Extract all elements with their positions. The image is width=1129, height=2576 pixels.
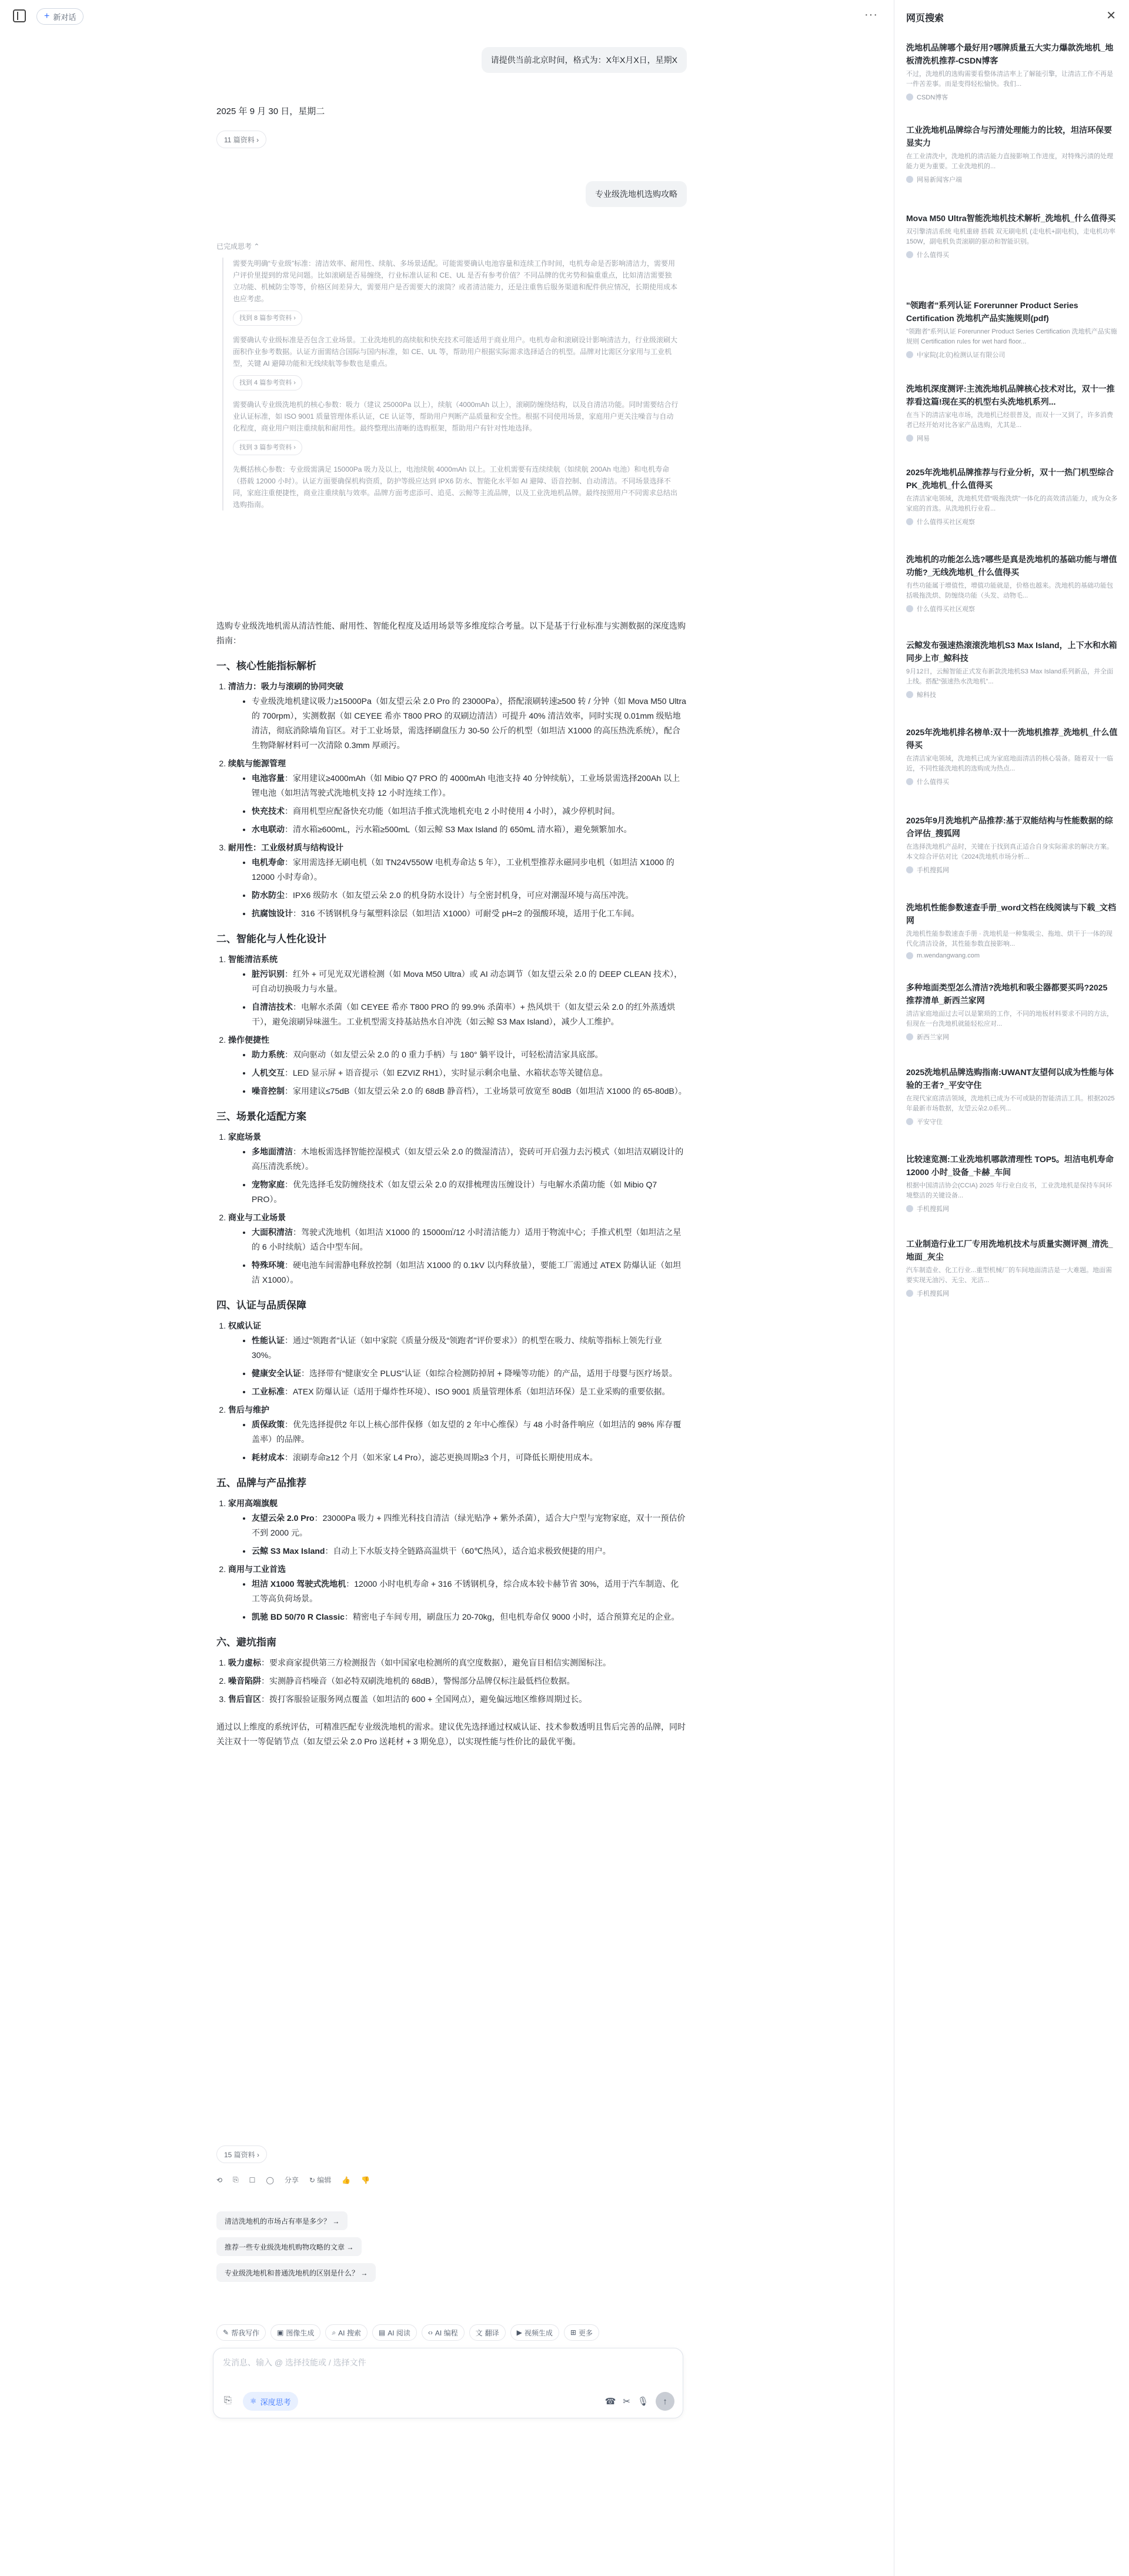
list-item-text: ：12000 小时电机寿命 + 316 不锈钢机身，综合成本较卡赫节省 30%，适用于汽车制造、化工等高负荷场景。: [252, 1579, 679, 1603]
section-heading: 二、智能化与人性化设计: [216, 933, 326, 945]
list-item-text: ：家用建议≤75dB（如友望云朵 2.0 的 68dB 静音档），工业场景可放宽至 80dB（如坦洁 X1000 的 65-80dB）。: [285, 1086, 687, 1096]
list-item: [252, 804, 687, 819]
result-snippet: 在选择洗地机产品时，关键在于找到真正适合自身实际需求的解决方案。本文综合评估对比《2024洗地机市场分析...: [906, 843, 1113, 860]
list-item-text: ：清水箱≥600mL，污水箱≥500mL（如云鲸 S3 Max Island 的 650mL 清水箱），避免频繁加水。: [285, 825, 632, 834]
copy-icon[interactable]: ⟲: [216, 2175, 223, 2184]
list-item-text: ：ATEX 防爆认证（适用于爆炸性环境）、ISO 9001 质量管理体系（如坦洁环保）是工业采购的重要依据。: [285, 1387, 670, 1396]
search-icon: ⌕: [332, 2328, 336, 2337]
list-item: [252, 1066, 687, 1080]
result-title[interactable]: 2025年洗地机品牌推荐与行业分析，双十一热门机型综合PK_洗地机_什么值得买: [906, 468, 1114, 490]
result-source: [906, 1204, 1118, 1213]
list-item-label: 工业标准: [252, 1387, 285, 1396]
result-source-name: 手机搜狐网: [917, 1206, 949, 1213]
list-item-text: ：木地板需选择智能控湿模式（如友望云朵 2.0 的微湿清洁），瓷砖可开启强力去污模式（如坦洁双刷设计的高压清洗系统）。: [252, 1147, 684, 1171]
result-snippet: 在现代家庭清洁领域，洗地机已成为不可或缺的智能清洁工具。根据2025年最新市场数据，友望云朵2.0系列...: [906, 1095, 1115, 1112]
list-item-label: 坦洁 X1000 驾驶式洗地机: [252, 1579, 346, 1589]
search-result[interactable]: [906, 212, 1118, 259]
tool-video-button[interactable]: ▶ 视频生成: [510, 2324, 559, 2341]
list-item-text: ：LED 显示屏 + 语音提示（如 EZVIZ RH1），实时显示剩余电量、水箱状态等关键信息。: [285, 1068, 608, 1077]
skill-toolbar: [216, 2324, 599, 2341]
result-source: [906, 517, 1118, 526]
result-title[interactable]: "领跑者"系列认证 Forerunner Product Series Certification 洗地机产品实施规则(pdf): [906, 301, 1078, 323]
section-heading: 六、避坑指南: [216, 1637, 276, 1648]
result-title[interactable]: 多种地面类型怎么清洁?洗地机和吸尘器都要买吗?2025 推荐清单_新西兰家网: [906, 983, 1108, 1005]
favicon-icon: [906, 251, 913, 258]
code-icon: ‹›: [427, 2328, 433, 2337]
list-item-text: ：驾驶式洗地机（如坦洁 X1000 的 15000㎡/12 小时清洁能力）适用于物流中心；手推式机型（如坦洁之星的 6 小时续航）适合中型车间。: [252, 1227, 682, 1252]
result-snippet: 不过，洗地机的选购需要看整体清洁率上了解能引擎，让清洁工作不再是一件苦差事。而是变得轻松愉快。我们...: [906, 71, 1113, 88]
search-result[interactable]: [906, 299, 1118, 359]
search-result[interactable]: [906, 814, 1118, 875]
phone-icon[interactable]: ☎: [604, 2397, 616, 2407]
list-item-label: 电池容量: [252, 773, 285, 783]
message-actions: [216, 2175, 370, 2185]
result-source-name: 什么值得买社区观察: [917, 519, 975, 526]
video-icon: ▶: [516, 2328, 522, 2337]
section-heading: 三、场景化适配方案: [216, 1111, 306, 1122]
result-source-name: 中家院(北京)检测认证有限公司: [917, 352, 1006, 359]
list-item-label: 电机寿命: [252, 857, 285, 867]
list-item-text: ：要求商家提供第三方检测报告（如中国家电检测所的真空度数据），避免盲目相信实测图标注。: [261, 1658, 611, 1667]
list-item: [252, 855, 687, 885]
subsection-title: 权威认证: [228, 1321, 261, 1330]
result-snippet: 清洁家庭地面过去可以是繁琐的工作，不同的地板材料要求不同的方法，但现在一台洗地机就能轻松应对...: [906, 1010, 1113, 1027]
scissors-icon[interactable]: ✂: [623, 2397, 630, 2407]
list-item-text: ：通过“领跑者”认证（如中家院《质量分级及“领跑者”评价要求》）的机型在吸力、续航等指标上领先行业 30%。: [252, 1336, 662, 1360]
list-item-text: ：精密电子车间专用，刷盘压力 20-70kg，但电机寿命仅 9000 小时，适合预算充足的企业。: [344, 1612, 680, 1621]
result-title[interactable]: 云鲸发布强速热滚滚洗地机S3 Max Island，上下水和水箱同步上市_鲸科技: [906, 640, 1117, 663]
subsection-title: 操作便捷性: [228, 1035, 269, 1045]
list-item: [252, 1333, 687, 1363]
send-button[interactable]: [656, 2392, 674, 2411]
tool-more-button[interactable]: ⊞ 更多: [564, 2324, 599, 2341]
favicon-icon: [906, 1290, 913, 1297]
favicon-icon: [906, 435, 913, 442]
suggested-question[interactable]: 推荐一些专业级洗地机购物攻略的文章 →: [216, 2237, 362, 2256]
result-source-name: 什么值得买社区观察: [917, 606, 975, 613]
search-result[interactable]: [906, 382, 1118, 443]
list-item-label: 质保政策: [252, 1420, 285, 1429]
thinking-reference-chip[interactable]: 找到 8 篇参考资料 ›: [233, 311, 302, 326]
result-snippet: 洗地机性能参数速查手册 · 洗地机是一种集吸尘、拖地、烘干于一体的现代化清洁设备，其性能参数直接影响...: [906, 930, 1113, 947]
result-title[interactable]: 比较速览测:工业洗地机哪款清理性 TOP5。坦洁电机寿命 12000 小时_设备_卡赫_车间: [906, 1154, 1114, 1177]
answer-intro: 选购专业级洗地机需从清洁性能、耐用性、智能化程度及适用场景等多维度综合考量。以下是基于行业标准与实测数据的深度选购指南：: [216, 621, 686, 645]
favicon-icon: [906, 518, 913, 525]
list-item: [228, 1656, 687, 1670]
list-item-label: 友望云朵 2.0 Pro: [252, 1513, 315, 1523]
list-item-label: 大面积清洁: [252, 1227, 293, 1237]
section-heading: 五、品牌与产品推荐: [216, 1477, 306, 1489]
user-message: 请提供当前北京时间，格式为：X年X月X日，星期X: [482, 47, 687, 73]
subsection-title: 智能清洁系统: [228, 955, 278, 964]
image-icon: ▣: [277, 2328, 284, 2337]
result-title[interactable]: 工业制造行业工厂专用洗地机技术与质量实测评测_清洗_地面_灰尘: [906, 1239, 1113, 1262]
list-item-label: 脏污识别: [252, 969, 285, 979]
result-title[interactable]: 2025年洗地机排名榜单:双十一洗地机推荐_洗地机_什么值得买: [906, 728, 1118, 750]
suggested-question[interactable]: 清洁洗地机的市场占有率是多少？ →: [216, 2211, 348, 2230]
tool-coding-button[interactable]: ‹› AI 编程: [422, 2324, 465, 2341]
subsection-title: 清洁力：吸力与滚刷的协同突破: [228, 682, 343, 691]
list-item-label: 云鲸 S3 Max Island: [252, 1546, 325, 1556]
search-result[interactable]: [906, 981, 1118, 1042]
list-item-text: ：红外 + 可见光双光谱检测（如 Mova M50 Ultra）或 AI 动态调节（如友望云朵 2.0 的 DEEP CLEAN 技术），可自动切换吸力与水量。: [252, 969, 683, 993]
list-item-text: ：23000Pa 吸力 + 四维光科技自清洁（绿光贴净 + 紫外杀菌），适合大户型与宠物家庭，双十一预估价不到 2000 元。: [252, 1513, 686, 1537]
grid-icon: ⊞: [570, 2328, 576, 2337]
tool-reading-button[interactable]: ▤ AI 阅读: [372, 2324, 417, 2341]
search-result[interactable]: [906, 726, 1118, 786]
list-item: [228, 1674, 687, 1689]
web-search-panel: [894, 0, 1129, 2576]
section-heading: 一、核心性能指标解析: [216, 660, 316, 672]
list-item-label: 特殊环境: [252, 1260, 285, 1270]
subsection-title: 续航与能源管理: [228, 759, 286, 768]
list-item-text: ：自动上下水版支持全链路高温烘干（60℃热风），适合追求极致便捷的用户。: [325, 1546, 611, 1556]
list-item-text: ：优先选择提供2 年以上核心部件保修（如友望的 2 年中心维保）与 48 小时备件响应（如坦洁的 98% 库存覆盖率）的品牌。: [252, 1420, 682, 1444]
list-item-label: 人机交互: [252, 1068, 285, 1077]
list-item-text: ：IPX6 级防水（如友望云朵 2.0 的机身防水设计）与全密封机身，可应对潮湿环境与高压冲洗。: [285, 890, 634, 900]
panel-title: 网页搜索: [906, 14, 944, 24]
search-result[interactable]: [906, 553, 1118, 613]
list-item-label: 快充技术: [252, 806, 285, 816]
tool-image-button[interactable]: ▣ 图像生成: [270, 2324, 320, 2341]
list-item-text: ：家用需选择无刷电机（如 TN24V550W 电机寿命达 5 年），工业机型推荐永磁同步电机（如坦洁 X1000 的 12000 小时寿命）。: [252, 857, 674, 882]
list-item: [252, 1384, 687, 1399]
list-item-label: 噪音陷阱: [228, 1676, 261, 1686]
result-source-name: 平安守住: [917, 1119, 943, 1126]
result-source-name: 新西兰家网: [917, 1034, 949, 1041]
search-result[interactable]: [906, 1237, 1118, 1298]
list-item: [252, 1366, 687, 1381]
answer-conclusion: 通过以上维度的系统评估，可精准匹配专业级洗地机的需求。建议优先选择通过权威认证、技术参数透明且售后完善的品牌，同时关注双十一等促销节点（如友望云朵 2.0 Pro 送耗材 + 3 期免息），以实现性能与性价比的最优平衡。: [216, 1722, 686, 1746]
message-input[interactable]: [223, 2357, 670, 2380]
list-item: [252, 967, 687, 996]
favicon-icon: [906, 778, 913, 785]
result-title[interactable]: Mova M50 Ultra智能洗地机技术解析_洗地机_什么值得买: [906, 213, 1116, 223]
thumbs-down-icon[interactable]: 👎: [361, 2175, 370, 2184]
list-item-text: ：电解水杀菌（如 CEYEE 希亦 T800 PRO 的 99.9% 杀菌率）+ 热风烘干（如友望云朵 2.0 的红外蒸透烘干），避免滚刷异味滋生。工业机型需支持基站热水自冲洗（如云鲸 S3 Max Island），减少人工维护。: [252, 1002, 675, 1026]
composer-actions: [605, 2392, 674, 2411]
list-item-label: 吸力虚标: [228, 1658, 261, 1667]
list-item: [252, 1144, 687, 1174]
thinking-paragraph: 需要确认专业级洗地机的核心参数：吸力（建议 25000Pa 以上），续航（4000mAh 以上），滚刷防缠绕结构，以及自清洁功能。同时需要结合行业认证标准，如 ISO 9001 质量管理体系认证，CE 认证等，帮助用户判断产品质量和安全性。根据不同使用场景，家庭用户更关注噪音与自动化程度，商业用户则注重续航和耐用性。最终整理出清晰的选购框架，帮助用户有针对性地选择。: [233, 401, 679, 432]
microphone-icon[interactable]: 🎙: [637, 2397, 649, 2407]
result-source: [906, 604, 1118, 613]
paperclip-icon[interactable]: ⎘: [224, 2395, 232, 2405]
references-chip[interactable]: 11 篇资料 ›: [216, 131, 266, 148]
list-item-label: 售后盲区: [228, 1694, 261, 1704]
result-source: [906, 777, 1118, 786]
clipboard-icon[interactable]: ⎘: [233, 2175, 239, 2184]
book-icon: ▤: [378, 2328, 386, 2337]
list-item: [252, 1225, 687, 1254]
subsection-title: 耐用性：工业级材质与结构设计: [228, 843, 343, 852]
list-item: [252, 1000, 687, 1029]
result-source: [906, 1117, 1118, 1126]
list-item-text: ：滚刷寿命≥12 个月（如米家 L4 Pro），滤芯更换周期≥3 个月，可降低长期使用成本。: [285, 1453, 598, 1462]
plus-icon: +: [44, 11, 50, 21]
favicon-icon: [906, 176, 913, 183]
subsection-title: 家用高端旗舰: [228, 1499, 278, 1508]
result-source: [906, 92, 1118, 102]
close-icon[interactable]: ✕: [1106, 9, 1116, 22]
result-source: [906, 1032, 1118, 1042]
favicon-icon: [906, 1205, 913, 1212]
result-title[interactable]: 洗地机的功能怎么选?哪些是真是洗地机的基础功能与增值功能?_无线洗地机_什么值得买: [906, 555, 1117, 577]
thinking-paragraph: 先概括核心参数：专业级需满足 15000Pa 吸力及以上，电池续航 4000mAh 以上。工业机需要有连续续航（如续航 200Ah 电池）和电机寿命（搭载 12000 小时）。认证方面要确保机构资质，防护等级应达到 IPX6 防水、智能化水平如 AI 避障、语音控制、自动清洁。不同场景选择不同，家庭注重便捷性，商业注重续航与效率。品牌方面考虑添可、追觅、云鲸等主流品牌，以及工业洗地机品牌。最终按照用户不同需求总结出选购指南。: [233, 465, 678, 509]
pen-icon: ✎: [223, 2328, 229, 2337]
list-item-label: 性能认证: [252, 1336, 285, 1345]
favicon-icon: [906, 866, 913, 873]
favicon-icon: [906, 94, 913, 101]
list-item-label: 防水防尘: [252, 890, 285, 900]
result-snippet: 在当下的清洁家电市场，洗地机已经很普及，而双十一又到了，许多消费者已经开始对比各家产品选购，尤其是...: [906, 412, 1113, 429]
result-snippet: 根据中国清洁协会(CCIA) 2025 年行业白皮书，工业洗地机是保持车间环境整洁的关键设备...: [906, 1182, 1113, 1199]
result-title[interactable]: 2025洗地机品牌选购指南:UWANT友望何以成为性能与体验的王者?_平安守住: [906, 1067, 1114, 1090]
result-source: [906, 952, 1118, 959]
result-source: [906, 175, 1118, 184]
section-heading: 四、认证与品质保障: [216, 1300, 306, 1311]
thinking-reference-chip[interactable]: 找到 3 篇参考资料 ›: [233, 440, 302, 455]
result-source-name: 什么值得买: [917, 779, 949, 786]
more-options-icon[interactable]: ···: [864, 8, 878, 21]
list-item-text: ：商用机型应配备快充功能（如坦洁手推式洗地机充电 2 小时使用 4 小时），减少停机时间。: [285, 806, 620, 816]
user-message: 专业级洗地机选购攻略: [586, 181, 687, 207]
subsection-title: 家庭场景: [228, 1132, 261, 1142]
result-source: [906, 690, 1118, 699]
result-source-name: 什么值得买: [917, 252, 949, 259]
result-source: [906, 350, 1118, 359]
result-source-name: 网易新闻客户端: [917, 176, 962, 183]
subsection-title: 商用与工业首选: [228, 1564, 286, 1574]
message-composer: [213, 2348, 683, 2418]
thinking-paragraph: 需要先明确“专业级”标准：清洁效率、耐用性、续航、多场景适配。可能需要确认电池容量和连续工作时间，电机寿命是否影响清洁力，需要用户评价里提到的常见问题。比如滚刷是否易缠绕，行业标准认证和 CE、UL 是否有参考价值？不同品牌的优劣势和偏重重点，比如清洁需要独立功能、机械防尘等等，价格区间差异大，需要用户是否需要大的滚筒？或者清洁能力，还是注重售后服务渠道和配件供应情况，长期使用成本也应考虑。: [233, 259, 678, 303]
result-title[interactable]: 洗地机性能参数速查手册_word文档在线阅读与下载_文档网: [906, 903, 1117, 925]
list-item: [252, 771, 687, 800]
list-item: [252, 906, 687, 921]
thumbs-up-icon[interactable]: 👍: [342, 2175, 351, 2184]
result-source: [906, 433, 1118, 443]
list-item-label: 抗腐蚀设计: [252, 909, 293, 918]
search-result[interactable]: [906, 901, 1118, 959]
favicon-icon: [906, 691, 913, 698]
favicon-icon: [906, 1033, 913, 1040]
search-result[interactable]: [906, 466, 1118, 526]
list-item-label: 健康安全认证: [252, 1369, 301, 1378]
search-result[interactable]: [906, 41, 1118, 102]
result-source: [906, 250, 1118, 259]
list-item-text: ：硬电池车间需静电释放控制（如坦洁 X1000 的 0.1kV 以内释放量），要能工厂需通过 ATEX 防爆认证（如坦洁 X1000）。: [252, 1260, 682, 1284]
subsection-title: 商业与工业场景: [228, 1213, 286, 1222]
result-source: [906, 1289, 1118, 1298]
list-item: [252, 1084, 687, 1099]
list-item-text: ：优先选择毛发防缠绕技术（如友望云朵 2.0 的双排梳理齿压缠设计）与电解水杀菌功能（如 Mibio Q7 PRO）。: [252, 1180, 657, 1204]
result-snippet: 在工业清洗中，洗地机的清洁能力直接影响工作进度，对特殊污渍的处理能力更为重要。工业洗地机的...: [906, 153, 1113, 170]
list-item-label: 耗材成本: [252, 1453, 285, 1462]
list-item: [252, 1544, 687, 1559]
favicon-icon: [906, 952, 913, 959]
list-item-text: ：316 不锈钢机身与氟塑料涂层（如坦洁 X1000）可耐受 pH=2 的强酸环境，适用于化工车间。: [293, 909, 640, 918]
references-chip[interactable]: 15 篇资料 ›: [216, 2145, 267, 2163]
result-source-name: 鲸科技: [917, 692, 936, 699]
result-snippet: 在清洁家电领域，洗地机已成为家庭地面清洁的核心装备。随着双十一临近，不同性能洗地机的选购成为热点...: [906, 755, 1113, 772]
list-item: [252, 1177, 687, 1207]
list-item-label: 噪音控制: [252, 1086, 285, 1096]
edit-button[interactable]: ↻ 编辑: [309, 2176, 332, 2184]
result-source: [906, 865, 1118, 875]
thinking-reference-chip[interactable]: 找到 4 篇参考资料 ›: [233, 375, 302, 391]
tool-search-button[interactable]: ⌕ AI 搜索: [325, 2324, 367, 2341]
list-item-text: ：双向驱动（如友望云朵 2.0 的 0 重力手柄）与 180° 躺平设计，可轻松清洁家具底部。: [285, 1050, 603, 1059]
list-item: [252, 1610, 687, 1624]
list-item: [252, 1258, 687, 1287]
list-item: [252, 1417, 687, 1447]
result-snippet: 双引擎清洁系统 电机重磅 搭载 双无刷电机 (走电机+副电机)，走电机功率150W，副电机负责滚刷的驱动和智能识别。: [906, 228, 1115, 245]
result-snippet: 有些功能属于增值性，增值功能就是，价格也越来。洗地机的基础功能包括吸拖洗烘、防缠绕功能（头发、动物毛...: [906, 582, 1113, 599]
list-item: [252, 1577, 687, 1606]
result-snippet: 汽车制造业、化工行业...重型机械厂的车间地面清洁是一大难题。地面需要实现无油污、无尘、光洁...: [906, 1267, 1113, 1284]
thinking-toggle[interactable]: 已完成思考 ⌃: [216, 242, 260, 251]
result-title[interactable]: 洗地机深度测评:主流洗地机品牌核心技术对比，双十一推荐看这篇!现在买的机型右头洗地机系列...: [906, 384, 1115, 406]
favicon-icon: [906, 605, 913, 612]
favicon-icon: [906, 1118, 913, 1125]
share-button[interactable]: 分享: [284, 2176, 299, 2184]
assistant-date-answer: 2025 年 9 月 30 日，星期二: [216, 106, 325, 116]
thinking-paragraph: 需要确认专业级标准是否包含工业场景。工业洗地机的高续航和快充技术可能适用于商业用户。电机寿命和滚刷设计影响清洁力，行业级滚刷大面积作业参考数据。认证方面需结合国际与国内标准，如 CE、UL 等，帮助用户根据实际需求选择适合的机型。品牌对比需区分家用与工业机型，关键 AI 避障功能和无线续航等参数也是重点。: [233, 336, 678, 368]
subsection-title: 售后与维护: [228, 1405, 269, 1414]
list-item-label: 凯驰 BD 50/70 R Classic: [252, 1612, 345, 1621]
result-source-name: 手机搜狐网: [917, 1290, 949, 1297]
list-item-label: 自清洁技术: [252, 1002, 293, 1012]
list-item-label: 宠物家庭: [252, 1180, 285, 1189]
deep-think-toggle[interactable]: ⚛ 深度思考: [243, 2392, 298, 2411]
result-source-name: 手机搜狐网: [917, 867, 949, 874]
list-item: • 专业级洗地机建议吸力≥15000Pa（如友望云朵 2.0 Pro 的 23000Pa），搭配滚刷转速≥500 转 / 分钟（如 Mova M50 Ultra 的 700rpm），实测数据（如 CEYEE 希亦 T800 PRO 的双刷边清洁）可提升 40% 清洁效率，同时实现 0.01mm 级贴地清洁，彻底消除墙角盲区。对于工业场景，需选择刷盘压力 30-50 公斤的机型（如坦洁 X1000 的高压热洗系统），配合生物降解材料可一次清除 0.3mm 厚顽污。: [252, 694, 687, 753]
result-snippet: "领跑者"系列认证 Forerunner Product Series Certification 洗地机产品实施规则 Certification rules for wet hard floor...: [906, 328, 1117, 345]
list-item-label: 水电联动: [252, 825, 285, 834]
result-source-name: m.wendangwang.com: [917, 952, 980, 959]
new-chat-button[interactable]: + 新对话: [36, 8, 83, 25]
bookmark-icon[interactable]: ☐: [249, 2175, 256, 2184]
list-item-label: 多地面清洁: [252, 1147, 293, 1156]
list-item: [228, 1692, 687, 1707]
list-item-text: ：家用建议≥4000mAh（如 Mibio Q7 PRO 的 4000mAh 电池支持 40 分钟续航），工业场景需选择200Ah 以上锂电池（如坦洁驾驶式洗地机支持 12 小时连续工作）。: [252, 773, 680, 798]
tool-writing-button[interactable]: ✎ 帮我写作: [216, 2324, 266, 2341]
favicon-icon: [906, 351, 913, 358]
list-item-label: 助力系统: [252, 1050, 285, 1059]
result-title[interactable]: 洗地机品牌哪个最好用?哪牌质量五大实力爆款洗地机_地板清洗机推荐-CSDN博客: [906, 43, 1114, 65]
list-item-text: ：拨打客服验证服务网点覆盖（如坦洁的 600 + 全国网点），避免偏远地区维修周期过长。: [261, 1694, 587, 1704]
result-snippet: 9月12日，云鲸智能正式发布新款洗地机S3 Max Island系列新品，并全面上线。搭配“强速热水洗地机”...: [906, 668, 1114, 685]
result-title[interactable]: 工业洗地机品牌综合与污清处理能力的比较，坦洁环保要显实力: [906, 125, 1112, 148]
list-item: [252, 1047, 687, 1062]
list-item: [252, 822, 687, 837]
list-item: [252, 888, 687, 903]
search-result[interactable]: [906, 124, 1118, 184]
result-source-name: CSDN博客: [917, 94, 948, 101]
list-item: [252, 1511, 687, 1540]
list-item-text: ：实测静音档噪音（如必特双刷洗地机的 68dB），警惕部分品牌仅标注最低档位数据。: [261, 1676, 575, 1686]
sidebar-toggle-icon[interactable]: [13, 9, 26, 22]
atom-icon: ⚛: [250, 2397, 257, 2405]
search-result[interactable]: [906, 1153, 1118, 1213]
result-title[interactable]: 2025年9月洗地机产品推荐:基于双能结构与性能数据的综合评估_搜狐网: [906, 816, 1113, 838]
arrow-up-icon: ↑: [663, 2396, 667, 2407]
tool-translate-button[interactable]: 文 翻译: [469, 2324, 506, 2341]
list-item: [252, 1450, 687, 1465]
suggested-question[interactable]: 专业级洗地机和普通洗地机的区别是什么？ →: [216, 2263, 376, 2282]
result-snippet: 在清洁家电领域，洗地机凭借“吸拖洗烘”一体化的高效清洁能力，成为众多家庭的首选。从洗地机行业看...: [906, 495, 1118, 512]
search-result[interactable]: [906, 639, 1118, 699]
search-result[interactable]: [906, 1066, 1118, 1126]
thinking-process: [222, 258, 679, 510]
translate-icon: 文: [475, 2328, 483, 2337]
result-source-name: 网易: [917, 435, 930, 442]
audio-icon[interactable]: ◯: [266, 2175, 274, 2184]
assistant-answer: [216, 619, 687, 1755]
list-item-text: ：选择带有“健康安全 PLUS”认证（如综合检测防掉屑 + 降噪等功能）的产品，适用于母婴与医疗场景。: [301, 1369, 677, 1378]
